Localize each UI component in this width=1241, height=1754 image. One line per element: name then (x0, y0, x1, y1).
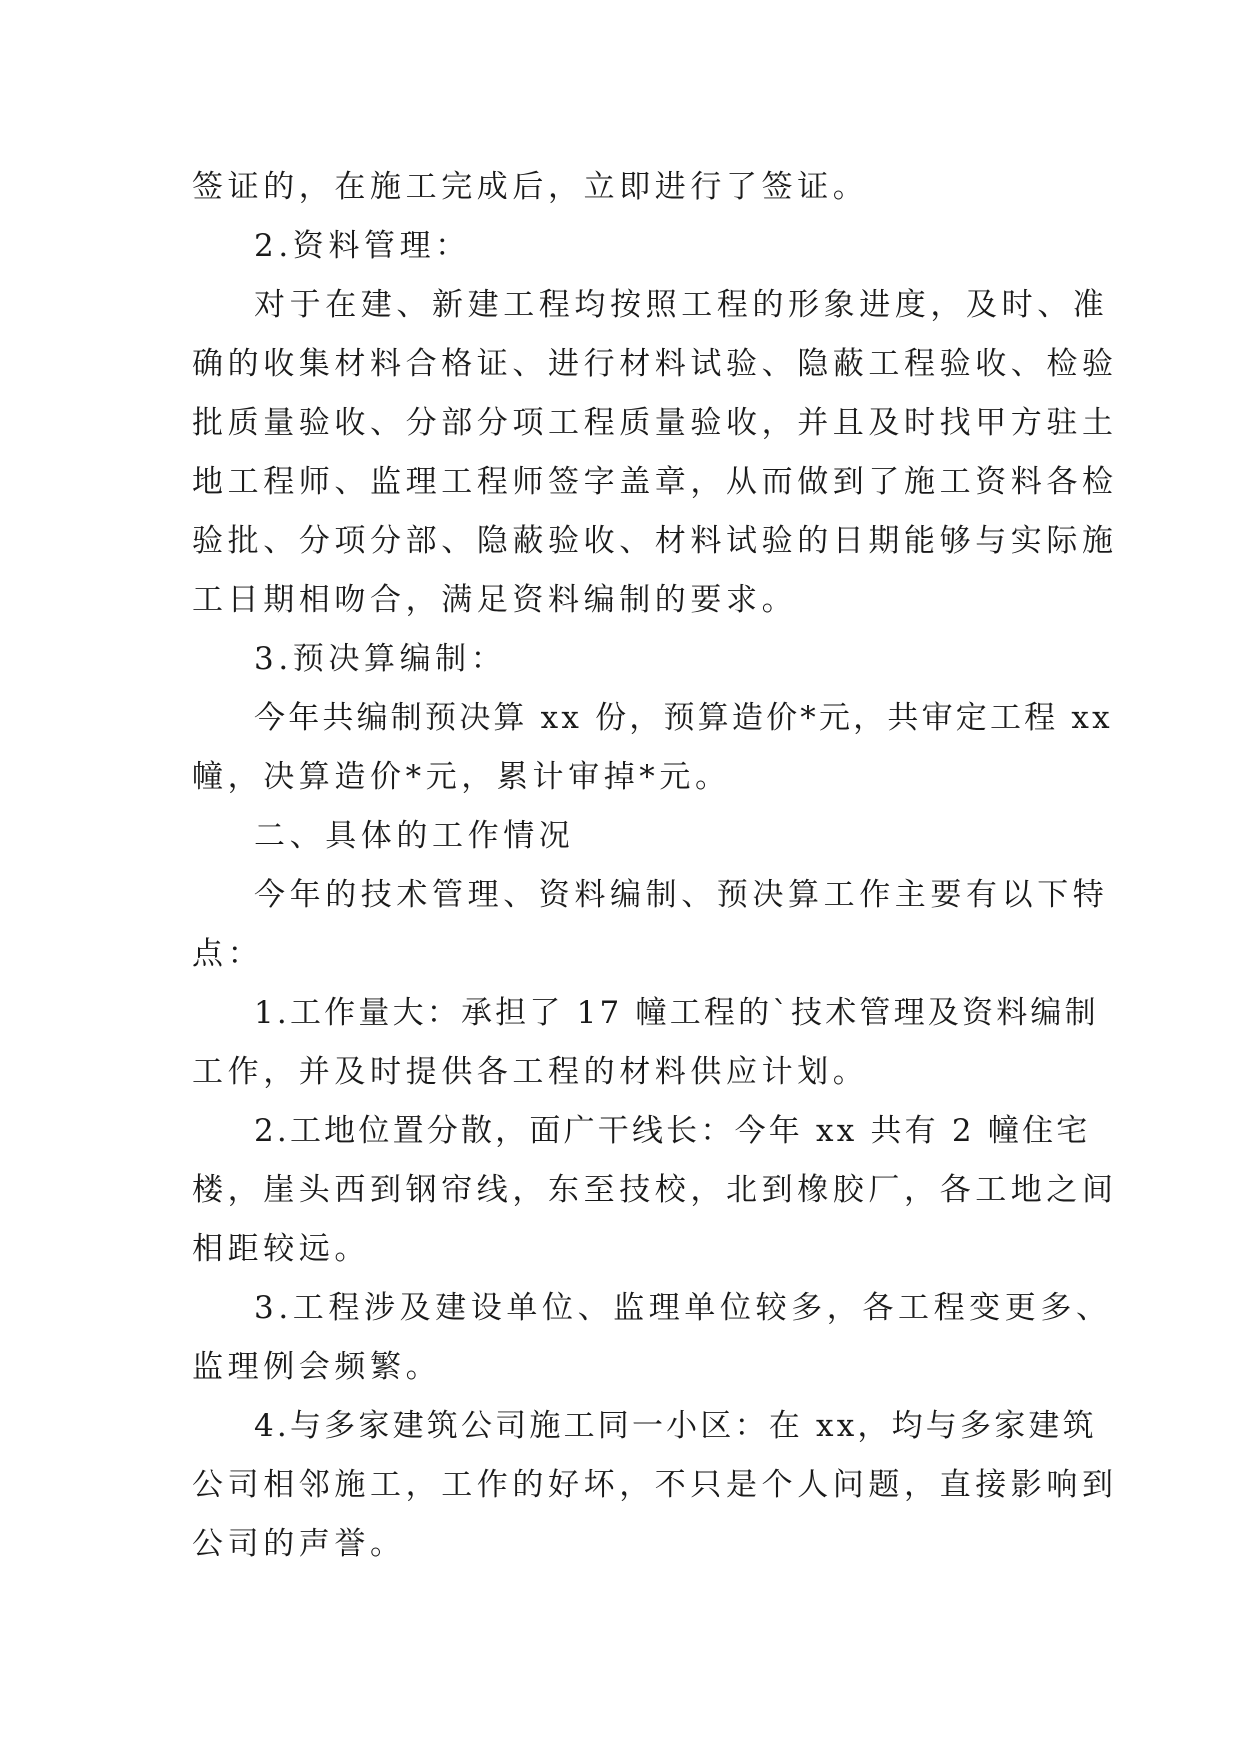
section-heading: 3.预决算编制： (254, 641, 507, 677)
text-line: 4.与多家建筑公司施工同一小区：在 xx，均与多家建筑 (254, 1408, 1097, 1444)
text-line: 点： (192, 936, 264, 972)
text-line: 确的收集材料合格证、进行材料试验、隐蔽工程验收、检验 (192, 346, 1118, 382)
text-line: 公司的声誉。 (192, 1526, 406, 1562)
section-heading: 2.资料管理： (254, 228, 471, 264)
text-line: 地工程师、监理工程师签字盖章，从而做到了施工资料各检 (192, 464, 1118, 500)
text-line: 今年的技术管理、资料编制、预决算工作主要有以下特 (254, 877, 1109, 913)
section-heading: 二、具体的工作情况 (254, 818, 575, 854)
text-line: 批质量验收、分部分项工程质量验收，并且及时找甲方驻土 (192, 405, 1118, 441)
text-line: 2.工地位置分散，面广干线长：今年 xx 共有 2 幢住宅 (254, 1113, 1091, 1149)
text-line: 验批、分项分部、隐蔽验收、材料试验的日期能够与实际施 (192, 523, 1118, 559)
text-line: 相距较远。 (192, 1231, 370, 1267)
text-line: 签证的，在施工完成后，立即进行了签证。 (192, 169, 869, 205)
text-line: 工作，并及时提供各工程的材料供应计划。 (192, 1054, 869, 1090)
text-line: 对于在建、新建工程均按照工程的形象进度，及时、准 (254, 287, 1109, 323)
text-line: 3.工程涉及建设单位、监理单位较多，各工程变更多、 (254, 1290, 1112, 1326)
text-line: 今年共编制预决算 xx 份，预算造价*元，共审定工程 xx (254, 700, 1113, 736)
text-line: 幢，决算造价*元，累计审掉*元。 (192, 759, 731, 795)
text-line: 1.工作量大：承担了 17 幢工程的`技术管理及资料编制 (254, 995, 1099, 1031)
text-line: 公司相邻施工，工作的好坏，不只是个人问题，直接影响到 (192, 1467, 1118, 1503)
document-body (192, 158, 1118, 1574)
text-line: 楼，崖头西到钢帘线，东至技校，北到橡胶厂，各工地之间 (192, 1172, 1118, 1208)
text-line: 监理例会频繁。 (192, 1349, 442, 1385)
text-line: 工日期相吻合，满足资料编制的要求。 (192, 582, 798, 618)
